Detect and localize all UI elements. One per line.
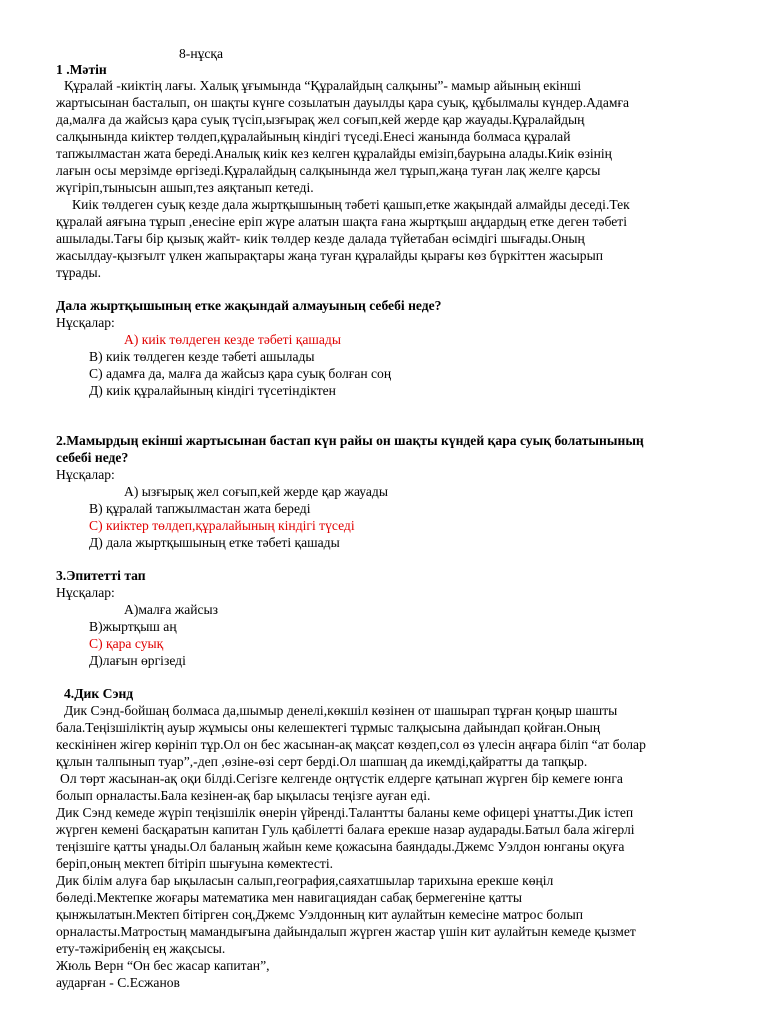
question1-text: Дала жыртқышының етке жақындай алмауының себебі неде? [56,298,442,313]
paragraph2-line: жасылдау-қызғылт үлкен жапырақтары жаңа туған құралайды қырағы көз бүркіттен жасырып [56,248,603,263]
paragraph1-line: салқынында киіктер төлдеп,құралайының кіндігі түседі.Енесі жанында болмаса құралай [56,129,571,144]
paragraph1-line: лағын осы мерзімде өргізеді.Құралайдың салқынында жел тұрып,жаңа туған лақ желге қарсы [56,163,601,178]
section4-line: Дик Сэнд-бойшаң болмаса да,шымыр денелі,көкшіл көзінен от шашырап тұрған қоңыр шашты [64,703,618,718]
section4-line: кескінінен жігер көрініп тұр.Ол он бес жасынан-ақ мақсат көздеп,сол өз үлесін аңғара біліп “ат болар [56,737,646,752]
section4-heading: 4.Дик Сэнд [64,686,134,701]
variant-title: 8-нұсқа [179,46,224,61]
section4-line: бөледі.Мектепке жоғары математика мен навигациядан сабақ бермегеніне қатты [56,890,522,905]
section4-line: Дик Сэнд кемеде жүріп теңізшілік өнерін үйренді.Талантты баланы кеме офицері ұнатты.Дик істеп [56,805,634,820]
section4-line: орналасты.Матростың мамандығына дайындалып жүрген жастар үшін кит аулайтын кемеде қызмет [56,924,636,939]
question2-text-line: себебі неде? [56,450,129,465]
paragraph2-line: ашылады.Тағы бір қызық жайт- киік төлдер кезде далада түйетабан өсімдігі шығады.Оның [56,231,585,246]
paragraph1-line: тапжылмастан жата береді.Аналық киік кез келген құралайды емізіп,баурына алады.Киік өзінің [56,146,612,161]
section4-line: бала.Теңізшіліктің ауыр жұмысы оны келешектегі тұрмыс талқысына дайындап қойған.Оның [56,720,601,735]
section4-line: ету-тәжірибенің ең жақсысы. [56,941,226,956]
question3-option-d: Д)лағын өргізеді [89,653,186,668]
question3-options-label: Нұсқалар: [56,585,115,600]
source-author: Жюль Верн “Он бес жасар капитан”, [56,958,270,973]
section1-heading: 1 .Мәтін [56,62,107,77]
question1-option-d: Д) киік құралайының кіндігі түсетіндіктен [89,383,336,398]
question2-option-b: В) құралай тапжылмастан жата береді [89,501,311,516]
section4-line: құлын талпынып туар”,-деп ,өзіне-өзі серт берді.Ол шапшаң да икемді,қайратты да тапқыр. [56,754,588,769]
question2-text-line: 2.Мамырдың екінші жартысынан бастап күн райы он шақты күндей қара суық болатынының [56,433,644,448]
section4-line: болып орналасты.Бала кезінен-ақ бар ықыласы теңізге ауған еді. [56,788,431,803]
question2-option-d: Д) дала жыртқышының етке тәбеті қашады [89,535,340,550]
section4-line: теңізшіге қатты ұнады.Ол баланың жайын кеме қожасына баяндады.Джемс Уэлдон юнганы оқуға [56,839,625,854]
paragraph2-line: Киік төлдеген суық кезде дала жыртқышының тәбеті қашып,етке жақындай алмайды деседі.Тек [72,197,630,212]
question1-option-c: С) адамға да, малға да жайсыз қара суық болған соң [89,366,392,381]
section4-line: жүрген кемені басқаратын капитан Гуль қабілетті балаға ерекше назар аударады.Батыл бала жігерлі [56,822,635,837]
question2-option-a: А) ызғырық жел соғып,кей жерде қар жауады [124,484,388,499]
question3-option-c-correct: С) қара суық [89,636,164,651]
source-translator: аударған - С.Есжанов [56,975,180,990]
question2-option-c-correct: С) киіктер төлдеп,құралайының кіндігі түседі [89,518,355,533]
paragraph2-line: құралай аяғына тұрып ,енесіне еріп жүре алатын шақта ғана жыртқыш аңдардың етке деген тәбеті [56,214,627,229]
paragraph1-line: да,малға да жайсыз қара суық түсіп,ызғырақ жел соғып,кей жерде қар жауады.Құралайдың [56,112,585,127]
paragraph1-line: жүгіріп,тынысын ашып,тез аяқтанып кетеді. [56,180,314,195]
section4-line: Дик білім алуға бар ықыласын салып,география,саяхатшылар тарихына ерекше көңіл [56,873,554,888]
question3-option-a: А)малға жайсыз [124,602,219,617]
section4-line: Ол төрт жасынан-ақ оқи білді.Сегізге келгенде оңтүстік елдерге қатынап жүрген бір кемеге юнга [60,771,623,786]
section4-line: беріп,оның мектеп бітіріп шығуына көмектесті. [56,856,333,871]
question1-option-a-correct: А) киік төлдеген кезде тәбеті қашады [124,332,341,347]
paragraph1-line: жартысынан басталып, он шақты күнге созылатын дауылды қара суық, құбылмалы күндер.Адамға [56,95,630,110]
paragraph2-line: тұрады. [56,265,102,280]
question1-option-b: В) киік төлдеген кезде тәбеті ашылады [89,349,315,364]
section4-line: қынжылатын.Мектеп бітірген соң,Джемс Уэлдонның кит аулайтын кемесіне матрос болып [56,907,583,922]
question3-option-b: В)жыртқыш аң [89,619,177,634]
question2-options-label: Нұсқалар: [56,467,115,482]
question3-text: 3.Эпитетті тап [56,568,146,583]
question1-options-label: Нұсқалар: [56,315,115,330]
paragraph1-line: Құралай -киіктің лағы. Халық ұғымында “Құралайдың салқыны”- мамыр айының екінші [64,78,582,93]
